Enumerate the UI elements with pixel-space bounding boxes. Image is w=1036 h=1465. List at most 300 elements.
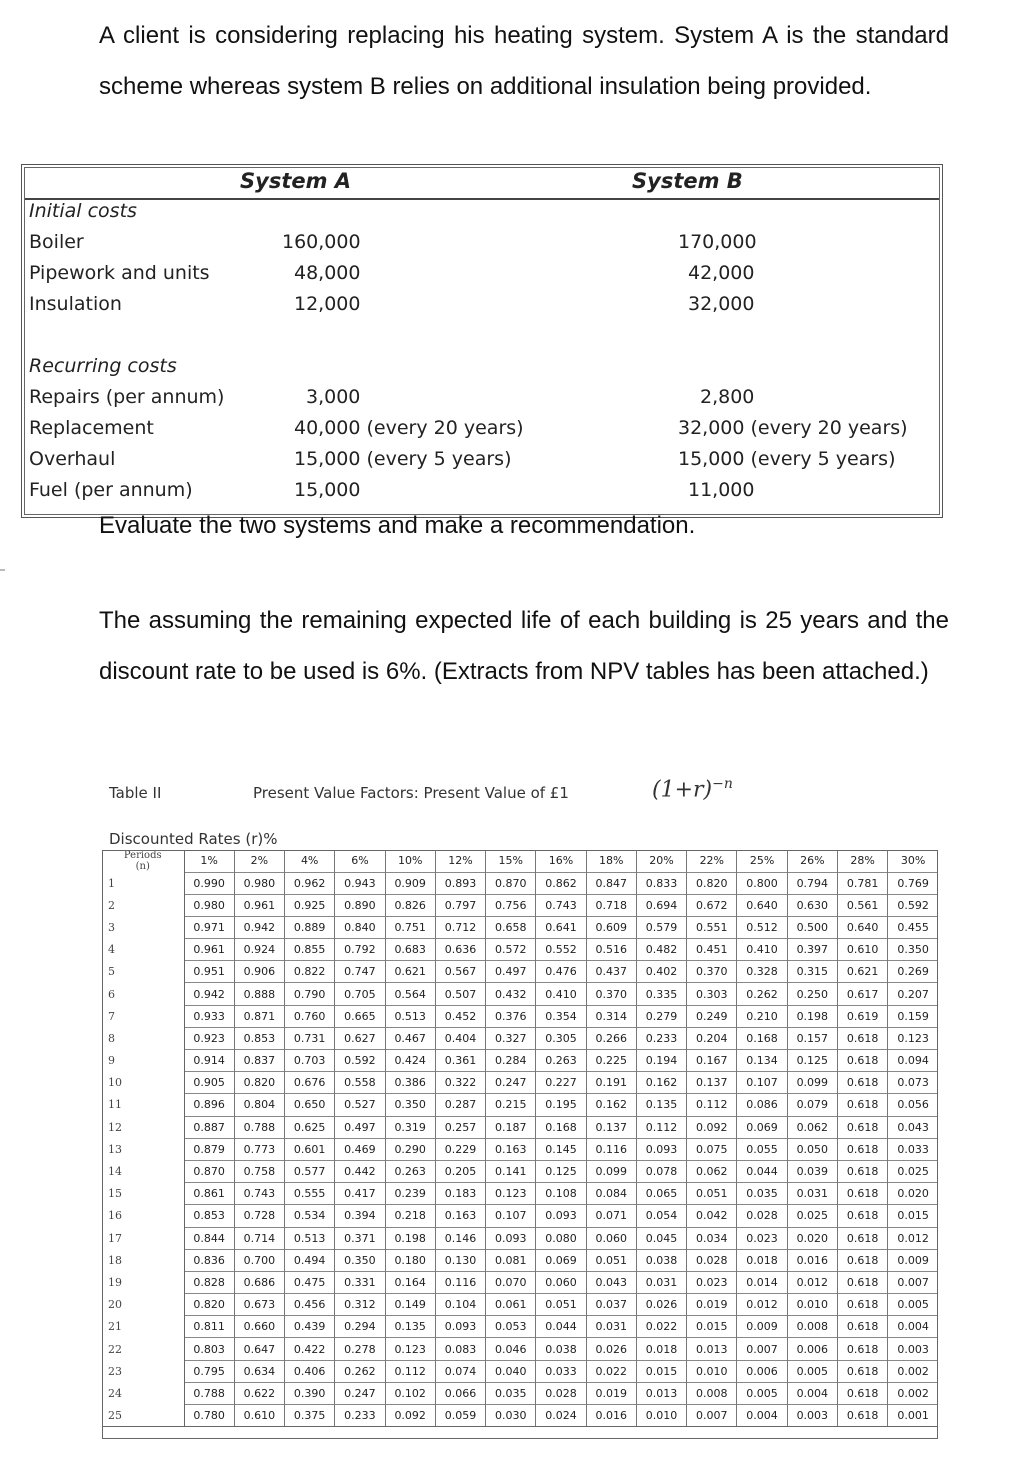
pv-factor-cell: 0.198 (787, 1005, 837, 1027)
pv-factor-cell: 0.350 (888, 939, 938, 961)
pv-factor-cell: 0.009 (888, 1249, 938, 1271)
pv-factor-cell: 0.146 (435, 1227, 485, 1249)
pv-factor-cell: 0.683 (385, 939, 435, 961)
pv-factor-cell: 0.157 (787, 1027, 837, 1049)
pv-factor-cell: 0.455 (888, 916, 938, 938)
pv-factor-cell: 0.660 (234, 1316, 284, 1338)
pv-factor-cell: 0.319 (385, 1116, 435, 1138)
pv-factor-cell: 0.198 (385, 1227, 435, 1249)
pv-factor-cell: 0.410 (536, 983, 586, 1005)
pv-factor-cell: 0.239 (385, 1183, 435, 1205)
pv-factor-cell: 0.099 (787, 1072, 837, 1094)
pv-factor-cell: 0.112 (636, 1116, 686, 1138)
pv-factor-cell: 0.159 (888, 1005, 938, 1027)
pv-factor-cell: 0.888 (234, 983, 284, 1005)
pv-factor-cell: 0.031 (787, 1183, 837, 1205)
pv-factor-cell: 0.262 (737, 983, 787, 1005)
pv-factor-cell: 0.055 (737, 1138, 787, 1160)
period-number: 14 (102, 1160, 184, 1182)
table-row (102, 894, 938, 916)
table-row (102, 872, 938, 894)
pv-factor-cell: 0.019 (687, 1294, 737, 1316)
pv-factor-cell: 0.013 (687, 1338, 737, 1360)
pv-factor-cell: 0.164 (385, 1271, 435, 1293)
period-number: 8 (102, 1027, 184, 1049)
pv-factor-cell: 0.618 (837, 1382, 887, 1404)
pv-factor-cell: 0.601 (285, 1138, 335, 1160)
pv-factor-cell: 0.634 (234, 1360, 284, 1382)
pv-factor-cell: 0.961 (184, 939, 234, 961)
pv-factor-cell: 0.038 (636, 1249, 686, 1271)
rate-header: 2% (234, 850, 284, 872)
pv-factor-cell: 0.394 (335, 1205, 385, 1227)
pv-factor-cell: 0.905 (184, 1072, 234, 1094)
pv-factor-cell: 0.942 (184, 983, 234, 1005)
pv-factor-cell: 0.030 (486, 1405, 536, 1427)
pv-factor-cell: 0.135 (636, 1094, 686, 1116)
pv-factor-cell: 0.163 (435, 1205, 485, 1227)
pv-factor-cell: 0.263 (536, 1050, 586, 1072)
period-number: 2 (102, 894, 184, 916)
pv-factor-cell: 0.123 (385, 1338, 435, 1360)
pv-factor-cell: 0.961 (234, 894, 284, 916)
pv-factor-cell: 0.507 (435, 983, 485, 1005)
pv-factor-cell: 0.009 (737, 1316, 787, 1338)
pv-factor-cell: 0.204 (687, 1027, 737, 1049)
rate-header: 25% (737, 850, 787, 872)
pv-factor-cell: 0.417 (335, 1183, 385, 1205)
pv-factor-cell: 0.552 (536, 939, 586, 961)
pv-factor-cell: 0.051 (586, 1249, 636, 1271)
pv-factor-cell: 0.703 (285, 1050, 335, 1072)
pv-factor-cell: 0.107 (486, 1205, 536, 1227)
pv-factor-cell: 0.840 (335, 916, 385, 938)
pv-factor-cell: 0.322 (435, 1072, 485, 1094)
pv-factor-cell: 0.079 (787, 1094, 837, 1116)
pv-factor-cell: 0.135 (385, 1316, 435, 1338)
period-number: 17 (102, 1227, 184, 1249)
pv-factor-cell: 0.018 (636, 1338, 686, 1360)
pv-factor-cell: 0.034 (687, 1227, 737, 1249)
pv-factor-cell: 0.191 (586, 1072, 636, 1094)
pv-factor-cell: 0.284 (486, 1050, 536, 1072)
pv-factor-cell: 0.107 (737, 1072, 787, 1094)
pv-factor-cell: 0.022 (636, 1316, 686, 1338)
pv-factor-cell: 0.044 (737, 1160, 787, 1182)
pv-factor-cell: 0.194 (636, 1050, 686, 1072)
pv-factor-cell: 0.123 (888, 1027, 938, 1049)
pv-factor-cell: 0.747 (335, 961, 385, 983)
pv-factor-cell: 0.167 (687, 1050, 737, 1072)
pv-factor-cell: 0.370 (687, 961, 737, 983)
pv-factor-cell: 0.618 (837, 1249, 887, 1271)
system-b-value: 15,000 (every 5 years) (678, 448, 896, 470)
pv-factor-cell: 0.163 (486, 1138, 536, 1160)
rates-label: Discounted Rates (r)% (109, 830, 278, 848)
pv-factor-cell: 0.043 (586, 1271, 636, 1293)
pv-factor-cell: 0.636 (435, 939, 485, 961)
pv-factor-cell: 0.494 (285, 1249, 335, 1271)
pv-factor-cell: 0.618 (837, 1294, 887, 1316)
table-label: Table II (109, 784, 162, 802)
pv-factor-cell: 0.314 (586, 1005, 636, 1027)
pv-factor-cell: 0.694 (636, 894, 686, 916)
rate-header: 28% (837, 850, 887, 872)
pv-factor-cell: 0.555 (285, 1183, 335, 1205)
pv-factor-cell: 0.033 (536, 1360, 586, 1382)
rate-header: 10% (385, 850, 435, 872)
pv-factor-cell: 0.031 (586, 1316, 636, 1338)
pv-factor-cell: 0.558 (335, 1072, 385, 1094)
pv-factor-cell: 0.010 (787, 1294, 837, 1316)
table-row (102, 939, 938, 961)
pv-factor-cell: 0.618 (837, 1316, 887, 1338)
periods-label: Periods (123, 850, 162, 861)
pv-factor-cell: 0.890 (335, 894, 385, 916)
pv-factor-cell: 0.218 (385, 1205, 435, 1227)
pv-factor-cell: 0.328 (737, 961, 787, 983)
pv-factor-cell: 0.266 (586, 1027, 636, 1049)
pv-factor-cell: 0.658 (486, 916, 536, 938)
pv-factor-cell: 0.618 (837, 1205, 887, 1227)
table-row (102, 1249, 938, 1271)
period-number: 3 (102, 916, 184, 938)
pv-factor-cell: 0.008 (787, 1316, 837, 1338)
pv-factor-cell: 0.137 (586, 1116, 636, 1138)
pv-factor-cell: 0.112 (687, 1094, 737, 1116)
pv-factor-cell: 0.622 (234, 1382, 284, 1404)
cost-row (29, 386, 942, 417)
pv-factor-cell: 0.025 (787, 1205, 837, 1227)
pv-factor-cell: 0.513 (385, 1005, 435, 1027)
pv-formula (652, 776, 733, 802)
pv-factor-cell: 0.005 (787, 1360, 837, 1382)
period-number: 1 (102, 872, 184, 894)
period-number: 13 (102, 1138, 184, 1160)
pv-factor-cell: 0.180 (385, 1249, 435, 1271)
pv-factor-cell: 0.780 (184, 1405, 234, 1427)
table-row (102, 1094, 938, 1116)
cost-row (29, 293, 942, 324)
pv-factor-cell: 0.006 (787, 1338, 837, 1360)
assumption-paragraph: The assuming the remaining expected life of each building is 25 years and the discount rate to be used is 6%. (Extracts from NPV tables has been attached.) (99, 607, 949, 685)
system-b-value: 2,800 (700, 386, 755, 408)
pv-factor-cell: 0.397 (787, 939, 837, 961)
table-row (102, 1227, 938, 1249)
table-row (102, 1294, 938, 1316)
pv-factor-cell: 0.618 (837, 1271, 887, 1293)
pv-factor-cell: 0.084 (586, 1183, 636, 1205)
pv-factor-cell: 0.836 (184, 1249, 234, 1271)
pv-factor-cell: 0.406 (285, 1360, 335, 1382)
pv-factor-cell: 0.618 (837, 1116, 887, 1138)
pv-factor-cell: 0.887 (184, 1116, 234, 1138)
pv-factor-cell: 0.028 (536, 1382, 586, 1404)
rate-header: 12% (435, 850, 485, 872)
table-row (102, 1338, 938, 1360)
pv-factor-cell: 0.004 (787, 1382, 837, 1404)
pv-factor-cell: 0.023 (687, 1271, 737, 1293)
pv-factor-cell: 0.673 (234, 1294, 284, 1316)
pv-factor-cell: 0.001 (888, 1405, 938, 1427)
pv-factor-cell: 0.862 (536, 872, 586, 894)
table-row (102, 1072, 938, 1094)
rate-header: 30% (888, 850, 938, 872)
pv-factor-cell: 0.758 (234, 1160, 284, 1182)
table-row (102, 1205, 938, 1227)
period-number: 5 (102, 961, 184, 983)
pv-factor-cell: 0.469 (335, 1138, 385, 1160)
pv-factor-cell: 0.026 (636, 1294, 686, 1316)
pv-factor-cell: 0.233 (335, 1405, 385, 1427)
pv-factor-cell: 0.705 (335, 983, 385, 1005)
cost-row (29, 355, 942, 386)
pv-factor-cell: 0.075 (687, 1138, 737, 1160)
pv-factor-cell: 0.980 (234, 872, 284, 894)
pv-factor-cell: 0.012 (737, 1294, 787, 1316)
cost-label: Initial costs (29, 200, 137, 222)
pv-factor-cell: 0.312 (335, 1294, 385, 1316)
period-number: 15 (102, 1183, 184, 1205)
pv-factor-cell: 0.572 (486, 939, 536, 961)
pv-factor-cell: 0.467 (385, 1027, 435, 1049)
pv-factor-cell: 0.870 (486, 872, 536, 894)
pv-factor-cell: 0.290 (385, 1138, 435, 1160)
pv-factor-cell: 0.053 (486, 1316, 536, 1338)
pv-factor-cell: 0.375 (285, 1405, 335, 1427)
pv-factor-cell: 0.756 (486, 894, 536, 916)
pv-factor-cell: 0.007 (888, 1271, 938, 1293)
pv-factor-cell: 0.879 (184, 1138, 234, 1160)
pv-factor-cell: 0.016 (787, 1249, 837, 1271)
cost-label: Fuel (per annum) (29, 479, 193, 501)
pv-factor-cell: 0.028 (687, 1249, 737, 1271)
pv-factor-cell: 0.853 (234, 1027, 284, 1049)
pv-factor-cell: 0.061 (486, 1294, 536, 1316)
pv-factor-cell: 0.008 (687, 1382, 737, 1404)
pv-factor-cell: 0.028 (737, 1205, 787, 1227)
pv-factor-cell: 0.676 (285, 1072, 335, 1094)
pv-factor-cell: 0.855 (285, 939, 335, 961)
pv-factor-cell: 0.788 (234, 1116, 284, 1138)
pv-factor-cell: 0.315 (787, 961, 837, 983)
pv-factor-cell: 0.015 (636, 1360, 686, 1382)
pv-factor-cell: 0.205 (435, 1160, 485, 1182)
pv-factor-cell: 0.497 (486, 961, 536, 983)
rate-header: 26% (787, 850, 837, 872)
margin-mark (0, 560, 6, 566)
pv-factor-cell: 0.731 (285, 1027, 335, 1049)
pv-factor-cell: 0.404 (435, 1027, 485, 1049)
cost-label: Insulation (29, 293, 122, 315)
pv-factor-cell: 0.790 (285, 983, 335, 1005)
pv-factor-cell: 0.925 (285, 894, 335, 916)
pv-factor-cell: 0.335 (636, 983, 686, 1005)
rate-header: 18% (586, 850, 636, 872)
pv-factor-cell: 0.390 (285, 1382, 335, 1404)
pv-factor-cell: 0.797 (435, 894, 485, 916)
pv-factor-cell: 0.183 (435, 1183, 485, 1205)
pv-factor-cell: 0.074 (435, 1360, 485, 1382)
period-number: 6 (102, 983, 184, 1005)
period-number: 23 (102, 1360, 184, 1382)
table-title: Present Value Factors: Present Value of £1 (253, 784, 569, 802)
pv-factor-cell: 0.564 (385, 983, 435, 1005)
pv-factor-cell: 0.909 (385, 872, 435, 894)
pv-factor-cell: 0.370 (586, 983, 636, 1005)
pv-factor-cell: 0.137 (687, 1072, 737, 1094)
pv-factor-cell: 0.402 (636, 961, 686, 983)
pv-factor-cell: 0.162 (586, 1094, 636, 1116)
pv-factor-cell: 0.794 (787, 872, 837, 894)
pv-factor-cell: 0.567 (435, 961, 485, 983)
pv-factor-cell: 0.410 (737, 939, 787, 961)
pv-factor-cell: 0.792 (335, 939, 385, 961)
system-a-header: System A (240, 169, 352, 193)
pv-factor-cell: 0.020 (787, 1227, 837, 1249)
cost-row (29, 479, 942, 510)
pv-factor-cell: 0.069 (737, 1116, 787, 1138)
pv-factor-cell: 0.621 (837, 961, 887, 983)
pv-factor-cell: 0.617 (837, 983, 887, 1005)
table-row (102, 1005, 938, 1027)
system-a-value: 3,000 (306, 386, 361, 408)
pv-factor-cell: 0.820 (184, 1294, 234, 1316)
pv-factor-cell: 0.093 (536, 1205, 586, 1227)
period-number: 11 (102, 1094, 184, 1116)
evaluate-instruction: Evaluate the two systems and make a recommendation. (99, 512, 696, 539)
table-row (102, 961, 938, 983)
pv-factor-cell: 0.610 (837, 939, 887, 961)
pv-factor-cell: 0.108 (536, 1183, 586, 1205)
pv-factor-cell: 0.350 (335, 1249, 385, 1271)
pv-factor-cell: 0.361 (435, 1050, 485, 1072)
pv-factor-cell: 0.038 (536, 1338, 586, 1360)
cost-label: Replacement (29, 417, 154, 439)
pv-factor-cell: 0.229 (435, 1138, 485, 1160)
pv-factor-cell: 0.833 (636, 872, 686, 894)
pv-factor-cell: 0.476 (536, 961, 586, 983)
pv-factor-cell: 0.033 (888, 1138, 938, 1160)
pv-factor-cell: 0.062 (787, 1116, 837, 1138)
pv-factor-cell: 0.424 (385, 1050, 435, 1072)
pv-factor-cell: 0.002 (888, 1360, 938, 1382)
intro-paragraph: A client is considering replacing his heating system. System A is the standard scheme whereas system B relies on additional insulation being provided. (99, 22, 949, 100)
pv-factor-cell: 0.123 (486, 1183, 536, 1205)
cost-row (29, 417, 942, 448)
pv-factor-cell: 0.060 (536, 1271, 586, 1293)
pv-factor-cell: 0.233 (636, 1027, 686, 1049)
pv-factor-cell: 0.350 (385, 1094, 435, 1116)
pv-factor-cell: 0.820 (234, 1072, 284, 1094)
pv-factor-cell: 0.043 (888, 1116, 938, 1138)
pv-factor-cell: 0.619 (837, 1005, 887, 1027)
pv-factor-cell: 0.023 (737, 1227, 787, 1249)
pv-factor-cell: 0.826 (385, 894, 435, 916)
pv-factor-cell: 0.112 (385, 1360, 435, 1382)
pv-factor-cell: 0.743 (234, 1183, 284, 1205)
period-number: 19 (102, 1271, 184, 1293)
rate-header-row (102, 850, 938, 872)
pv-factor-cell: 0.046 (486, 1338, 536, 1360)
pv-factor-cell: 0.039 (787, 1160, 837, 1182)
pv-factor-cell: 0.618 (837, 1027, 887, 1049)
pv-factor-cell: 0.003 (888, 1338, 938, 1360)
pv-factor-cell: 0.625 (285, 1116, 335, 1138)
pv-factor-cell: 0.500 (787, 916, 837, 938)
pv-factor-cell: 0.020 (888, 1183, 938, 1205)
pv-factor-cell: 0.013 (636, 1382, 686, 1404)
pv-factor-cell: 0.210 (737, 1005, 787, 1027)
system-a-value: 15,000 (294, 479, 361, 501)
pv-factor-cell: 0.040 (486, 1360, 536, 1382)
cost-label: Overhaul (29, 448, 116, 470)
pv-factor-cell: 0.004 (737, 1405, 787, 1427)
pv-factor-cell: 0.025 (888, 1160, 938, 1182)
pv-factor-cell: 0.686 (234, 1271, 284, 1293)
pv-factor-cell: 0.278 (335, 1338, 385, 1360)
pv-factor-cell: 0.942 (234, 916, 284, 938)
pv-factor-cell: 0.130 (435, 1249, 485, 1271)
pv-factor-cell: 0.050 (787, 1138, 837, 1160)
pv-factor-cell: 0.018 (737, 1249, 787, 1271)
pv-factor-cell: 0.071 (586, 1205, 636, 1227)
system-b-value: 42,000 (688, 262, 755, 284)
period-number: 20 (102, 1294, 184, 1316)
pv-factor-cell: 0.943 (335, 872, 385, 894)
pv-factor-cell: 0.262 (335, 1360, 385, 1382)
pv-factor-cell: 0.354 (536, 1005, 586, 1027)
pv-factor-cell: 0.516 (586, 939, 636, 961)
pv-factor-cell: 0.227 (536, 1072, 586, 1094)
pv-factor-cell: 0.847 (586, 872, 636, 894)
pv-factor-cell: 0.083 (435, 1338, 485, 1360)
pv-factor-cell: 0.870 (184, 1160, 234, 1182)
pv-factor-cell: 0.621 (385, 961, 435, 983)
pv-factor-cell: 0.066 (435, 1382, 485, 1404)
pv-factor-cell: 0.386 (385, 1072, 435, 1094)
pv-factor-cell: 0.116 (435, 1271, 485, 1293)
pv-factor-table (102, 850, 938, 1427)
pv-factor-cell: 0.249 (687, 1005, 737, 1027)
pv-factor-cell: 0.700 (234, 1249, 284, 1271)
pv-factor-cell: 0.215 (486, 1094, 536, 1116)
pv-factor-cell: 0.640 (737, 894, 787, 916)
cost-label: Boiler (29, 231, 84, 253)
cost-label: Repairs (per annum) (29, 386, 225, 408)
pv-factor-cell: 0.015 (687, 1316, 737, 1338)
cost-label: Pipework and units (29, 262, 210, 284)
pv-factor-cell: 0.054 (636, 1205, 686, 1227)
pv-factor-cell: 0.452 (435, 1005, 485, 1027)
rate-header: 22% (687, 850, 737, 872)
pv-factor-cell: 0.861 (184, 1183, 234, 1205)
pv-table-body (102, 872, 938, 1427)
pv-factor-cell: 0.712 (435, 916, 485, 938)
pv-factor-cell: 0.037 (586, 1294, 636, 1316)
pv-factor-cell: 0.162 (636, 1072, 686, 1094)
pv-factor-cell: 0.437 (586, 961, 636, 983)
pv-factor-cell: 0.451 (687, 939, 737, 961)
period-number: 7 (102, 1005, 184, 1027)
pv-factor-cell: 0.019 (586, 1382, 636, 1404)
pv-factor-cell: 0.026 (586, 1338, 636, 1360)
pv-factor-cell: 0.125 (536, 1160, 586, 1182)
pv-factor-cell: 0.513 (285, 1227, 335, 1249)
pv-factor-cell: 0.512 (737, 916, 787, 938)
pv-factor-cell: 0.534 (285, 1205, 335, 1227)
pv-factor-cell: 0.618 (837, 1160, 887, 1182)
